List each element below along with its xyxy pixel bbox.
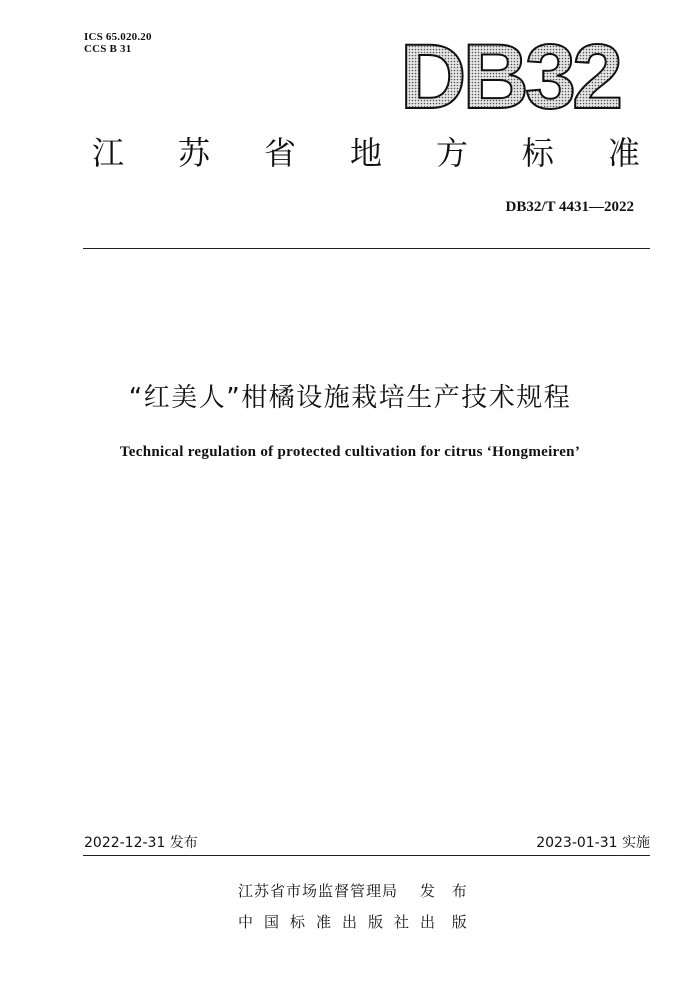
ics-code: ICS 65.020.20 xyxy=(84,31,152,43)
publisher-row xyxy=(238,875,480,906)
title-chinese: “红美人”柑橘设施栽培生产技术规程 xyxy=(128,383,572,413)
publisher-block xyxy=(238,875,480,937)
bottom-divider xyxy=(83,855,650,856)
standard-type-char: 地 xyxy=(349,134,382,172)
title-english: Technical regulation of protected cultivation for citrus ‘Hongmeiren’ xyxy=(119,444,581,460)
publisher-action: 发 布 xyxy=(420,882,473,900)
publisher-org: 中国标准出版社 xyxy=(238,913,421,931)
standard-type-char: 苏 xyxy=(177,134,210,172)
issue-date: 2022-12-31 发布 xyxy=(84,835,198,851)
ccs-code: CCS B 31 xyxy=(84,43,132,55)
top-divider xyxy=(83,248,650,249)
publisher-row xyxy=(238,906,480,937)
standard-type-char: 省 xyxy=(263,134,296,172)
standard-code: DB32/T 4431—2022 xyxy=(505,199,634,215)
standard-type-char: 方 xyxy=(435,134,468,172)
standard-type-char: 标 xyxy=(521,134,554,172)
implementation-date: 2023-01-31 实施 xyxy=(536,835,650,851)
classification-codes xyxy=(84,31,152,55)
db32-logo xyxy=(396,36,626,114)
standard-type-char: 准 xyxy=(607,134,640,172)
publisher-org: 江苏省市场监督管理局 xyxy=(238,882,399,900)
publisher-action: 出 版 xyxy=(420,913,473,931)
standard-type-char: 江 xyxy=(92,134,125,172)
logo-text: DB32 xyxy=(400,36,620,114)
standard-type xyxy=(92,131,640,175)
